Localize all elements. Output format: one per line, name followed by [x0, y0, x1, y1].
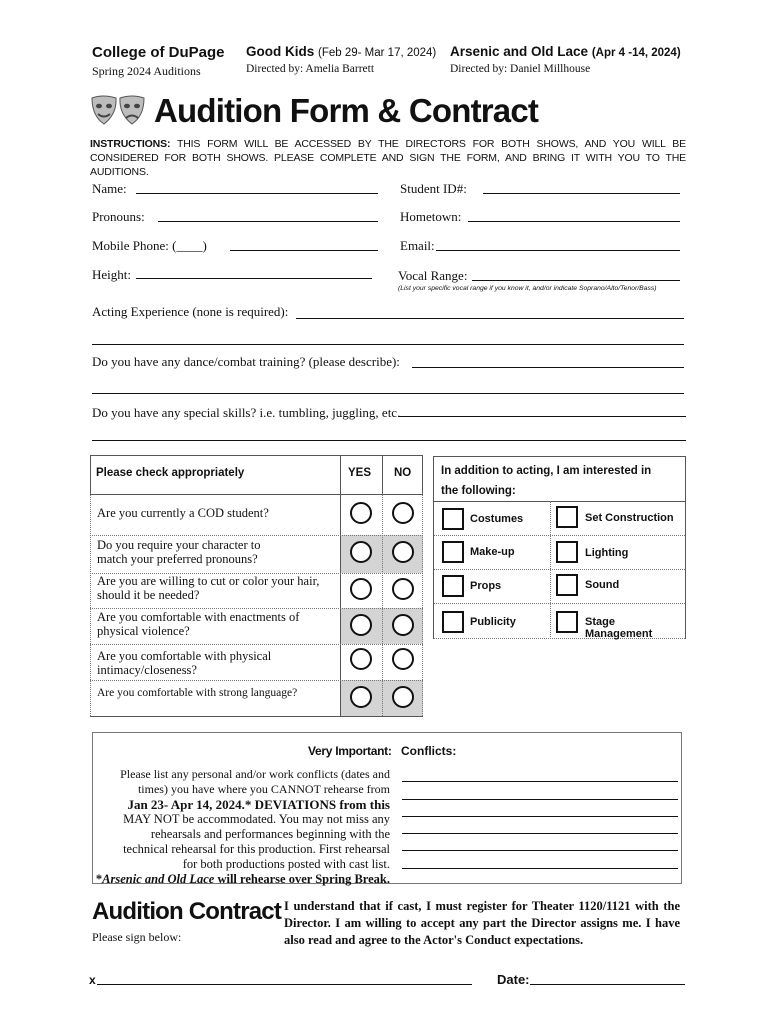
conflicts-instructions: [93, 767, 390, 887]
conflict-line-5[interactable]: [402, 850, 678, 851]
height-field[interactable]: [136, 278, 372, 279]
no-radio-language[interactable]: [392, 686, 414, 708]
divider: [90, 680, 423, 681]
height-label: Height:: [92, 267, 131, 282]
checkbox-publicity[interactable]: [442, 611, 464, 633]
email-label: Email:: [400, 238, 435, 253]
divider: [382, 493, 383, 716]
checkbox-stage-management[interactable]: [556, 611, 578, 633]
dance-training-field[interactable]: [412, 367, 684, 368]
note-rest: will rehearse over Spring Break.: [214, 872, 390, 886]
yes-radio-intimacy[interactable]: [350, 648, 372, 670]
divider: [382, 455, 383, 493]
yes-radio-language[interactable]: [350, 686, 372, 708]
conflict-line-1[interactable]: [402, 781, 678, 782]
no-radio-pronouns[interactable]: [392, 541, 414, 563]
college-name: College of DuPage: [92, 44, 225, 61]
show1-director: Directed by: Amelia Barrett: [246, 63, 375, 75]
contract-title: Audition Contract: [92, 898, 282, 925]
sign-prompt: Please sign below:: [92, 930, 182, 944]
divider: [90, 535, 423, 536]
date-label: Date:: [497, 972, 530, 987]
no-header: NO: [394, 467, 412, 479]
divider: [434, 535, 685, 536]
checkbox-make-up[interactable]: [442, 541, 464, 563]
checkbox-sound[interactable]: [556, 574, 578, 596]
pronouns-label: Pronouns:: [92, 209, 145, 224]
question-intimacy: Are you comfortable with physical intimacy/closeness?: [97, 649, 272, 677]
show2-heading: [450, 44, 681, 59]
vocal-range-label: Vocal Range:: [398, 268, 468, 283]
interest-publicity: Publicity: [470, 616, 516, 628]
student-id-label: Student ID#:: [400, 181, 467, 196]
divider: [90, 716, 423, 717]
no-radio-cod-student[interactable]: [392, 502, 414, 524]
special-skills-label: Do you have any special skills? i.e. tumbling, juggling, etc.: [92, 405, 401, 420]
name-field[interactable]: [136, 193, 378, 194]
yes-radio-hair[interactable]: [350, 578, 372, 600]
conflicts-label: Conflicts:: [401, 744, 457, 758]
question-hair: Are you are willing to cut or color your hair, should it be needed?: [97, 574, 320, 602]
interests-panel: [433, 456, 686, 639]
conflicts-line-6: technical rehearsal for this production. First rehearsal: [123, 842, 390, 856]
yes-radio-cod-student[interactable]: [350, 502, 372, 524]
question-violence: Are you comfortable with enactments of physical violence?: [97, 610, 300, 638]
email-field[interactable]: [436, 250, 680, 251]
acting-experience-label: Acting Experience (none is required):: [92, 304, 289, 319]
show1-heading: [246, 44, 436, 59]
show2-dates: (Apr 4 -14, 2024): [591, 47, 681, 59]
interest-sound: Sound: [585, 579, 620, 591]
name-label: Name:: [92, 181, 127, 196]
show1-dates: (Feb 29- Mar 17, 2024): [318, 47, 437, 59]
mobile-field[interactable]: [230, 250, 378, 251]
conflicts-line-5: rehearsals and performances beginning with the: [150, 827, 390, 841]
pronouns-field[interactable]: [158, 221, 378, 222]
checkbox-props[interactable]: [442, 575, 464, 597]
show2-director: Directed by: Daniel Millhouse: [450, 63, 591, 75]
conflicts-line-4: MAY NOT be accommodated. You may not miss any: [123, 812, 390, 826]
special-skills-field[interactable]: [398, 416, 686, 417]
yes-radio-pronouns[interactable]: [350, 541, 372, 563]
note-prefix: *: [95, 872, 103, 886]
interest-stage-management: Stage Management: [585, 616, 653, 640]
question-language: Are you comfortable with strong language?: [97, 687, 298, 699]
divider: [90, 608, 423, 609]
signature-field[interactable]: [97, 984, 472, 985]
no-radio-hair[interactable]: [392, 578, 414, 600]
checkbox-set-construction[interactable]: [556, 506, 578, 528]
checkbox-lighting[interactable]: [556, 541, 578, 563]
special-skills-field-2[interactable]: [92, 440, 686, 441]
theater-masks-icon: [90, 94, 146, 128]
show1-title: Good Kids: [246, 44, 315, 59]
vocal-range-field[interactable]: [472, 280, 680, 281]
hometown-label: Hometown:: [400, 209, 462, 224]
checklist-header: Please check appropriately: [96, 467, 245, 479]
instructions-label: INSTRUCTIONS:: [90, 138, 171, 150]
conflicts-line-7: for both productions posted with cast list.: [182, 857, 390, 871]
contract-text: I understand that if cast, I must register for Theater 1120/1121 with the Director. I am willing to accept any part the Director assigns me. I have also read and agree to the Actor's Conduct expectations.: [284, 899, 680, 947]
interests-header-divider: [434, 501, 685, 502]
dance-training-field-2[interactable]: [92, 393, 684, 394]
interests-header: In addition to acting, I am interested in the following:: [441, 465, 652, 497]
date-field[interactable]: [530, 984, 685, 985]
question-pronouns: Do you require your character to match your preferred pronouns?: [97, 538, 261, 566]
hometown-field[interactable]: [468, 221, 680, 222]
divider: [90, 644, 423, 645]
conflicts-line-3: Jan 23- Apr 14, 2024.* DEVIATIONS from this: [127, 797, 390, 812]
checklist-table: [90, 455, 423, 716]
page-title: Audition Form & Contract: [154, 92, 539, 129]
divider: [434, 603, 685, 604]
conflict-line-4[interactable]: [402, 833, 678, 834]
audition-term: Spring 2024 Auditions: [92, 64, 201, 78]
interest-make-up: Make-up: [470, 546, 515, 558]
conflict-line-6[interactable]: [402, 868, 678, 869]
divider: [422, 493, 423, 716]
divider: [434, 569, 685, 570]
conflict-line-3[interactable]: [402, 816, 678, 817]
conflicts-line-2: times) you have where you CANNOT rehearse from: [137, 782, 390, 796]
checkbox-costumes[interactable]: [442, 508, 464, 530]
dance-training-label: Do you have any dance/combat training? (please describe):: [92, 354, 400, 369]
vocal-range-note: (List your specific vocal range if you know it, and/or indicate Soprano/Alto/Tenor/Bass): [398, 285, 657, 292]
very-important-label: Very Important:: [308, 744, 392, 758]
note-show-title: Arsenic and Old Lace: [102, 872, 215, 886]
no-radio-violence[interactable]: [392, 614, 414, 636]
interest-lighting: Lighting: [585, 547, 629, 559]
no-radio-intimacy[interactable]: [392, 648, 414, 670]
divider: [90, 493, 91, 716]
acting-experience-field-2[interactable]: [92, 344, 684, 345]
show2-title: Arsenic and Old Lace: [450, 44, 589, 59]
interest-set-construction: Set Construction: [585, 512, 674, 524]
mobile-label: Mobile Phone: (____): [92, 238, 207, 253]
divider: [340, 455, 341, 716]
interest-props: Props: [470, 580, 502, 592]
spring-break-note: [93, 872, 390, 887]
conflict-line-2[interactable]: [402, 799, 678, 800]
student-id-field[interactable]: [483, 193, 680, 194]
yes-header: YES: [348, 467, 372, 479]
yes-radio-violence[interactable]: [350, 614, 372, 636]
instructions-text: THIS FORM WILL BE ACCESSED BY THE DIRECTORS FOR BOTH SHOWS, AND YOU WILL BE CONSIDERED FOR BOTH SHOWS. PLEASE COMPLETE AND SIGN THE FORM, AND BRING IT WITH YOU TO THE AUDITIONS.: [90, 138, 686, 178]
conflicts-line-1: Please list any personal and/or work conflicts (dates and: [120, 767, 390, 781]
divider: [550, 501, 551, 639]
conflicts-box: [92, 732, 682, 884]
interest-costumes: Costumes: [470, 513, 524, 525]
instructions: [90, 137, 686, 179]
signature-mark: x: [89, 973, 96, 987]
acting-experience-field[interactable]: [296, 318, 684, 319]
question-cod-student: Are you currently a COD student?: [97, 506, 269, 520]
